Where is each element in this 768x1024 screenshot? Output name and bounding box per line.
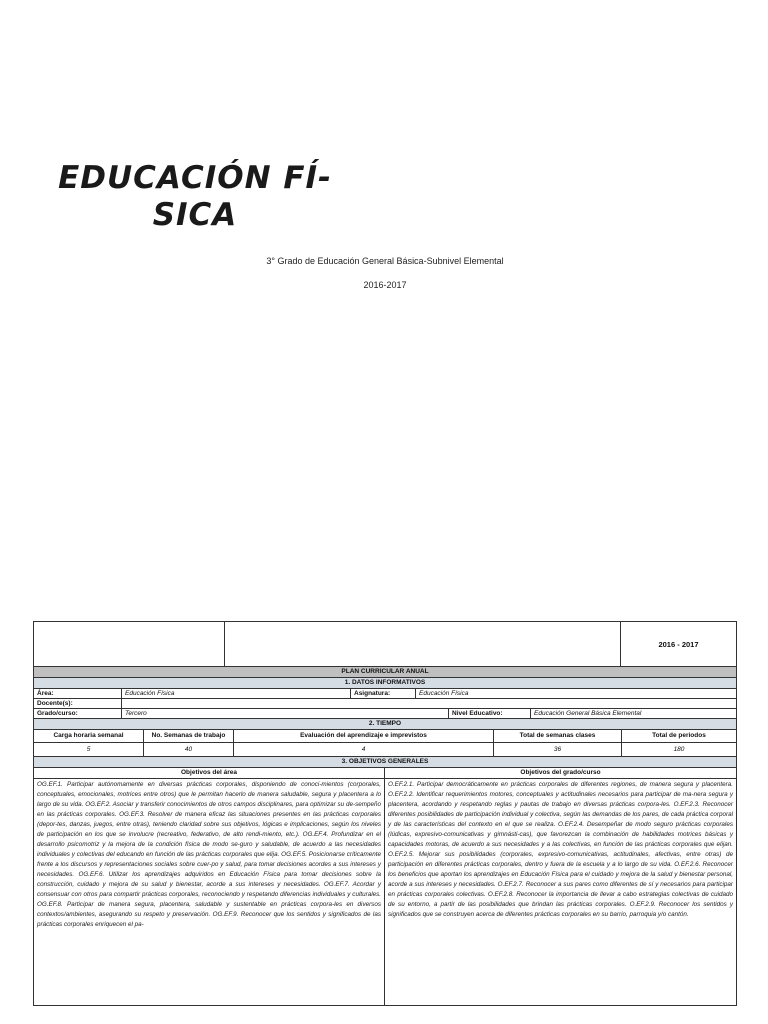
tiempo-header: Evaluación del aprendizaje e imprevistos bbox=[234, 730, 494, 742]
objetivos-header-row bbox=[34, 768, 736, 779]
section-objetivos: 3. OBJETIVOS GENERALES bbox=[34, 757, 736, 768]
institution-cell bbox=[225, 622, 621, 666]
document-year: 2016-2017 bbox=[363, 280, 407, 290]
section-datos: 1. DATOS INFORMATIVOS bbox=[34, 678, 736, 689]
logo-cell bbox=[34, 622, 225, 666]
asignatura-label: Asignatura: bbox=[351, 689, 416, 698]
docente-value bbox=[122, 699, 736, 708]
grado-value: Tercero bbox=[122, 709, 449, 718]
tiempo-header: Carga horaria semanal bbox=[34, 730, 144, 742]
obj-grado-text: O.EF.2.1. Participar democráticamente en prácticas corporales de diferentes regiones, de manera segura y placentera. O.EF.2.2. Identificar requerimientos motores, conceptuales y actitudinales necesarios para participar de ma-nera segura y placentera, acordando y respetando reglas y pautas de trabajo en diversas prácticas corpora-les. O.EF.2.3. Reconocer diferentes posibilidades de participación individual y colectiva, según las demandas de los pares, de cada práctica corporal y de las características del contexto en el que se realiza. O.EF.2.4. Desempeñar de modo seguro prácticas corporales (lúdicas, expresivo-comunicativas y gimnásti-cas), que favorezcan la combinación de habilidades motrices básicas y capacidades motoras, de acuerdo a sus necesidades y a las colectivas, en función de las prácticas corporales que elijan. O.EF.2.5. Mejorar sus posibilidades (corporales, expresivo-comunicativas, actitudinales, afectivas, entre otras) de participación en diferentes prácticas corporales, dentro y fuera de la escuela y a lo largo de su vida. O.EF.2.6. Reconocer los beneficios que aportan los aprendizajes en Educación Física para el cuidado y mejora de la salud y bienestar personal, acorde a sus intereses y necesidades. O.EF.2.7. Reconocer a sus pares como diferentes de sí y necesarios para participar en prácticas corporales colectivas. O.EF.2.8. Reconocer la importancia de llevar a cabo estrategias colectivas de cuidado de su entorno, a partir de las posibilidades que brindan las prácticas corporales. O.EF.2.9. Reconocer los sentidos y significados que se construyen acerca de diferentes prácticas corporales en su barrio, parroquia y/o cantón. bbox=[388, 781, 733, 918]
tiempo-value: 40 bbox=[144, 743, 234, 756]
year-box: 2016 - 2017 bbox=[658, 639, 699, 649]
area-label: Área: bbox=[34, 689, 122, 698]
obj-area-header: Objetivos del área bbox=[34, 768, 385, 778]
title-line-2: SICA bbox=[152, 197, 238, 233]
objetivos-body bbox=[34, 779, 736, 1005]
tiempo-header-row bbox=[34, 730, 736, 743]
table-header bbox=[34, 622, 736, 667]
title-line-1: EDUCACIÓN FÍ- bbox=[58, 160, 332, 196]
plan-curricular-table bbox=[33, 621, 737, 1006]
grado-label: Grado/curso: bbox=[34, 709, 122, 718]
row-area bbox=[34, 689, 736, 699]
plan-title: PLAN CURRICULAR ANUAL bbox=[34, 667, 736, 678]
asignatura-value: Educación Física bbox=[419, 690, 469, 697]
tiempo-value: 36 bbox=[494, 743, 622, 756]
obj-grado-header: Objetivos del grado/curso bbox=[520, 769, 601, 776]
document-title bbox=[40, 160, 350, 234]
nivel-label: Nivel Educativo: bbox=[449, 709, 531, 718]
tiempo-header: Total de semanas clases bbox=[494, 730, 622, 742]
obj-area-text: OG.EF.1. Participar autónomamente en diversas prácticas corporales, disponiendo de conoci-mientos (corporales, conceptuales, emocionales, motrices entre otros) que le permitan hacerlo de manera saludable, segura y placentera a lo largo de su vida. OG.EF.2. Asociar y transferir conocimientos de otros campos disciplinares, para optimizar su de-sempeño en las prácticas corporales. OG.EF.3. Resolver de manera eficaz las situaciones presentes en las prácticas corporales (depor-tes, danzas, juegos, entre otras), teniendo claridad sobre sus objetivos, lógicas e implicaciones, según los niveles de participación en los que se involucre (recreativo, federativo, de alto rendi-miento, etc.). OG.EF.4. Profundizar en el desarrollo psicomotriz y la mejora de la condición física de modo se-guro y saludable, de acuerdo a las necesidades individuales y colectivas del educando en función de las prácticas corporales que elija. OG.EF.5. Posicionarse críticamente frente a los discursos y representaciones sociales sobre cuer-po y salud, para tomar decisiones acordes a sus intereses y necesidades. OG.EF.6. Utilizar los aprendizajes adquiridos en Educación Física para tomar decisiones sobre la construcción, cuidado y mejora de su salud y bienestar, acorde a sus intereses y necesidades. OG.EF.7. Acordar y consensuar con otros para compartir prácticas corporales, reconociendo y respetando diferencias individuales y culturales. OG.EF.8. Participar de manera segura, placentera, saludable y sustentable en prácticas corpora-les en diversos contextos/ambientes, asegurando su respeto y preservación. OG.EF.9. Reconocer que los sentidos y significados de las prácticas corporales enriquecen el pa- bbox=[34, 779, 385, 1005]
tiempo-header: No. Semanas de trabajo bbox=[144, 730, 234, 742]
tiempo-header: Total de periodos bbox=[652, 732, 706, 739]
docente-label: Docente(s): bbox=[34, 699, 122, 708]
tiempo-values-row bbox=[34, 743, 736, 757]
row-docente bbox=[34, 699, 736, 709]
tiempo-value: 180 bbox=[673, 746, 685, 753]
area-value: Educación Física bbox=[122, 689, 351, 698]
tiempo-value: 5 bbox=[34, 743, 144, 756]
document-subtitle: 3° Grado de Educación General Básica-Subnivel Elemental bbox=[266, 256, 504, 266]
row-grado bbox=[34, 709, 736, 719]
tiempo-value: 4 bbox=[234, 743, 494, 756]
section-tiempo: 2. TIEMPO bbox=[34, 719, 736, 730]
nivel-value: Educación General Básica Elemental bbox=[534, 710, 642, 717]
